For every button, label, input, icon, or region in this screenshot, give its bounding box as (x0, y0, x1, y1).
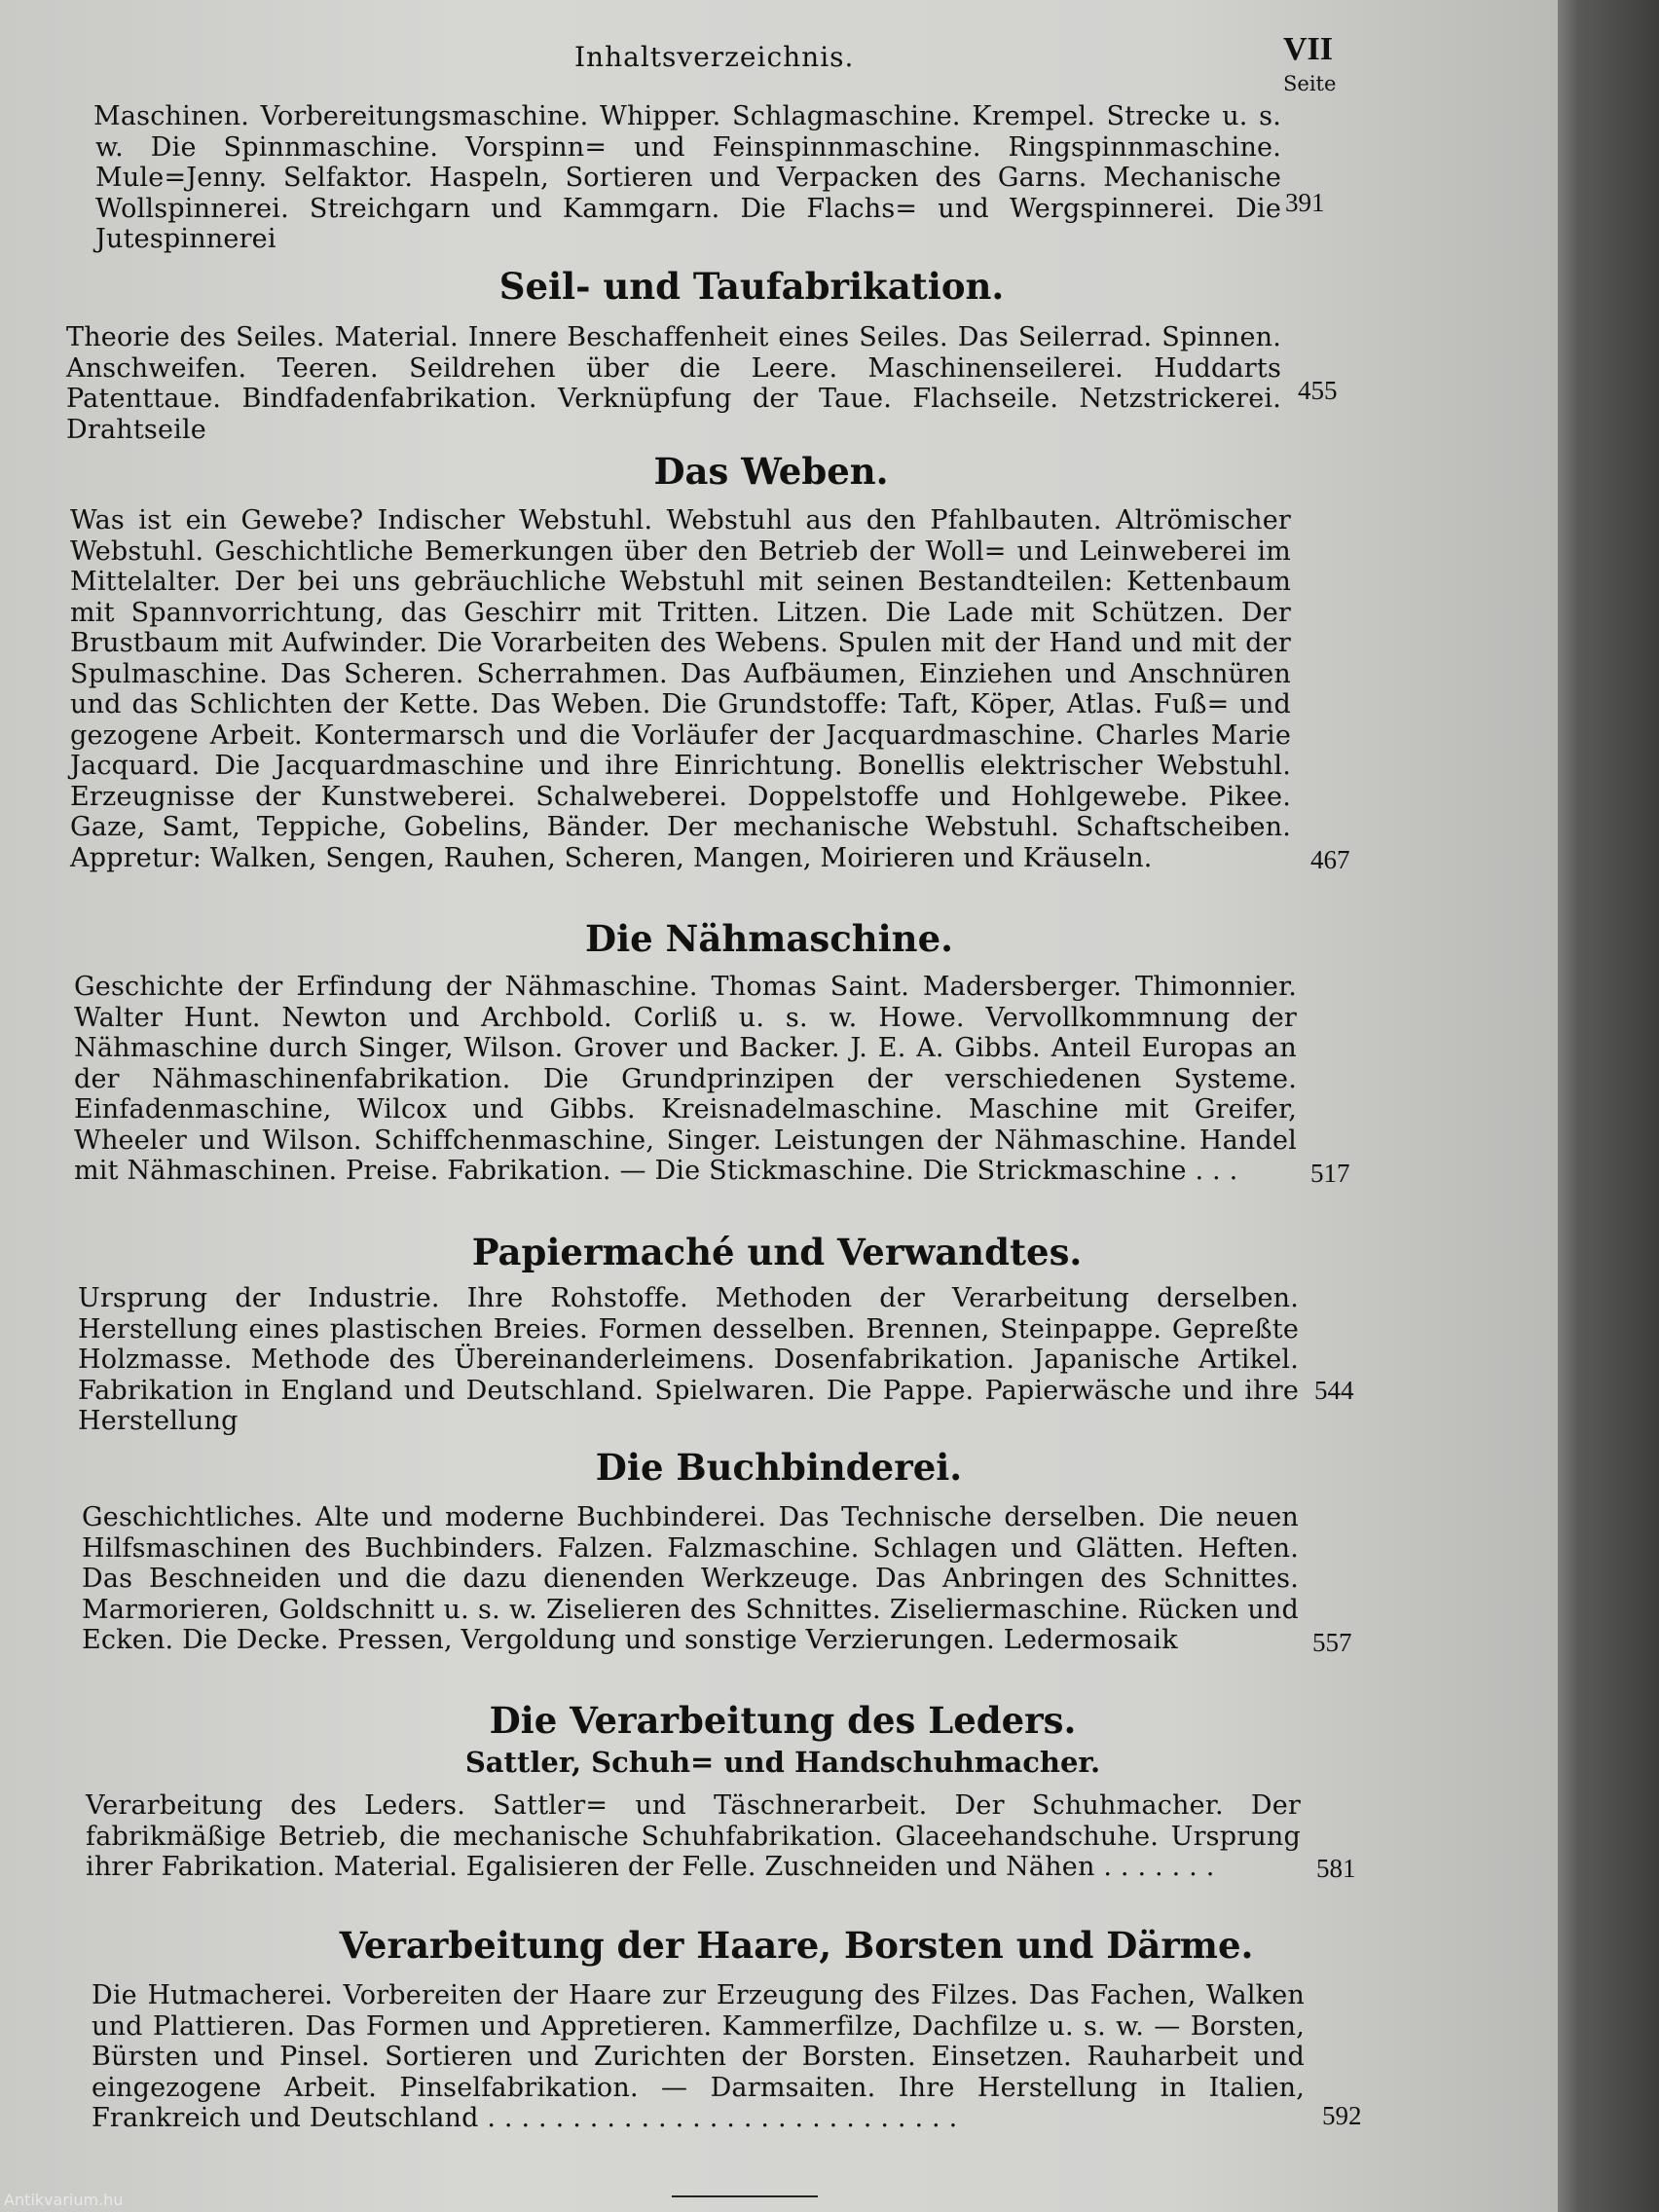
toc-entry-page: 592 (1322, 2101, 1362, 2130)
toc-entry-text: Die Hutmacherei. Vorbereiten der Haare zur Erzeugung des Filzes. Das Fachen, Walken und Plattieren. Das Formen und Appretieren. Kammerfilze, Dachfilze u. s. w. — Borsten, Bürsten und Pinsel. Sortieren und Zurichten der Borsten. Einsetzen. Rauharbeit und eingezogene Arbeit. Pinselfabrikation. — Darmsaiten. Ihre Herstellung in Italien, Frankreich und Deutschland . . . . . . . . . . . . . . . . . . . . . . . . . . . . (92, 1980, 1305, 2133)
page-column-label: Seite (1283, 72, 1337, 95)
toc-entry-page: 517 (1310, 1159, 1350, 1188)
toc-entry-text: Ursprung der Industrie. Ihre Rohstoffe. Methoden der Verarbeitung derselben. Herstellung eines plastischen Breies. Formen desselben. Brennen, Steinpappe. Gepreßte Holzmasse. Methode des Übereinanderleimens. Dosenfabrikation. Japanische Artikel. Fabrikation in England und Deutschland. Spielwaren. Die Pappe. Papierwäsche und ihre Herstellung (78, 1283, 1299, 1436)
page-edge-shadow (1558, 0, 1659, 2212)
section-title: Papiermaché und Verwandtes. (471, 1231, 1083, 1273)
toc-entry-page: 455 (1298, 376, 1338, 405)
toc-entry-text: Verarbeitung des Leders. Sattler= und Täschnerarbeit. Der Schuhmacher. Der fabrikmäßige Betrieb, die mechanische Schuhfabrikation. Glaceehandschuhe. Ursprung ihrer Fabrikation. Material. Egalisieren der Felle. Zuschneiden und Nähen . . . . . . . (86, 1790, 1301, 1882)
section-title: Das Weben. (653, 450, 889, 493)
footer-rule (672, 2195, 818, 2197)
toc-entry-page: 581 (1316, 1854, 1356, 1883)
toc-entry-page: 467 (1310, 845, 1350, 874)
toc-entry-page: 544 (1314, 1376, 1354, 1405)
section-title: Seil- und Taufabrikation. (498, 265, 1005, 308)
section-title: Die Buchbinderei. (595, 1446, 963, 1489)
toc-entry-text: Was ist ein Gewebe? Indischer Webstuhl. Webstuhl aus den Pfahlbauten. Altrömischer Webstuhl. Geschichtliche Bemerkungen über den Betrieb der Woll= und Leinweberei im Mittelalter. Der bei uns gebräuchliche Webstuhl mit seinen Bestandteilen: Kettenbaum mit Spannvorrichtung, das Geschirr mit Tritten. Litzen. Die Lade mit Schützen. Der Brustbaum mit Aufwinder. Die Vorarbeiten des Webens. Spulen mit der Hand und mit der Spulmaschine. Das Scheren. Scherrahmen. Das Aufbäumen, Einziehen und Anschnüren und das Schlichten der Kette. Das Weben. Die Grundstoffe: Taft, Köper, Atlas. Fuß= und gezogene Arbeit. Kontermarsch und die Vorläufer der Jacquardmaschine. Charles Marie Jacquard. Die Jacquardmaschine und ihre Einrichtung. Bonellis elektrischer Webstuhl. Erzeugnisse der Kunstweberei. Schalweberei. Doppelstoffe und Hohlgewebe. Pikee. Gaze, Samt, Teppiche, Gobelins, Bänder. Der mechanische Webstuhl. Schaftscheiben. Appretur: Walken, Sengen, Rauhen, Scheren, Mangen, Moirieren und Kräuseln. (70, 505, 1291, 873)
toc-entry-page: 391 (1285, 188, 1325, 217)
toc-entry-page: 557 (1312, 1628, 1352, 1657)
section-title: Die Nähmaschine. (584, 917, 954, 960)
watermark: Antikvarium.hu (4, 2191, 124, 2209)
page-number: VII (1283, 31, 1334, 67)
section-title: Die Verarbeitung des Leders. (489, 1699, 1077, 1742)
toc-entry-text: Maschinen. Vorbereitungsmaschine. Whipper. Schlagmaschine. Krempel. Strecke u. s. w. Die Spinnmaschine. Vorspinn= und Feinspinnmaschine. Ringspinnmaschine. Mule=Jenny. Selfaktor. Haspeln, Sortieren und Verpacken des Garns. Mechanische Wollspinnerei. Streichgarn und Kammgarn. Die Flachs= und Wergspinnerei. Die Jutespinnerei (93, 101, 1281, 254)
toc-entry-text: Theorie des Seiles. Material. Innere Beschaffenheit eines Seiles. Das Seilerrad. Spinnen. Anschweifen. Teeren. Seildrehen über die Leere. Maschinenseilerei. Huddarts Patenttaue. Bindfadenfabrikation. Verknüpfung der Taue. Flachseile. Netzstrickerei. Drahtseile (66, 322, 1281, 445)
toc-entry-text: Geschichtliches. Alte und moderne Buchbinderei. Das Technische derselben. Die neuen Hilfsmaschinen des Buchbinders. Falzen. Falzmaschine. Schlagen und Glätten. Heften. Das Beschneiden und die dazu dienenden Werkzeuge. Das Anbringen des Schnittes. Marmorieren, Goldschnitt u. s. w. Ziselieren des Schnittes. Ziseliermaschine. Rücken und Ecken. Die Decke. Pressen, Vergoldung und sonstige Verzierungen. Ledermosaik (82, 1502, 1299, 1655)
section-title: Verarbeitung der Haare, Borsten und Därme. (339, 1924, 1254, 1967)
section-subtitle: Sattler, Schuh= und Handschuhmacher. (464, 1746, 1101, 1779)
toc-entry-text: Geschichte der Erfindung der Nähmaschine. Thomas Saint. Madersberger. Thimonnier. Walter Hunt. Newton und Archbold. Corliß u. s. w. Howe. Vervollkommnung der Nähmaschine durch Singer, Wilson. Grover und Backer. J. E. A. Gibbs. Anteil Europas an der Nähmaschinenfabrikation. Die Grundprinzipen der verschiedenen Systeme. Einfadenmaschine, Wilcox und Gibbs. Kreisnadelmaschine. Maschine mit Greifer, Wheeler und Wilson. Schiffchenmaschine, Singer. Leistungen der Nähmaschine. Handel mit Nähmaschinen. Preise. Fabrikation. — Die Stickmaschine. Die Strickmaschine . . . (74, 972, 1297, 1186)
page-header-title: Inhaltsverzeichnis. (574, 41, 855, 73)
